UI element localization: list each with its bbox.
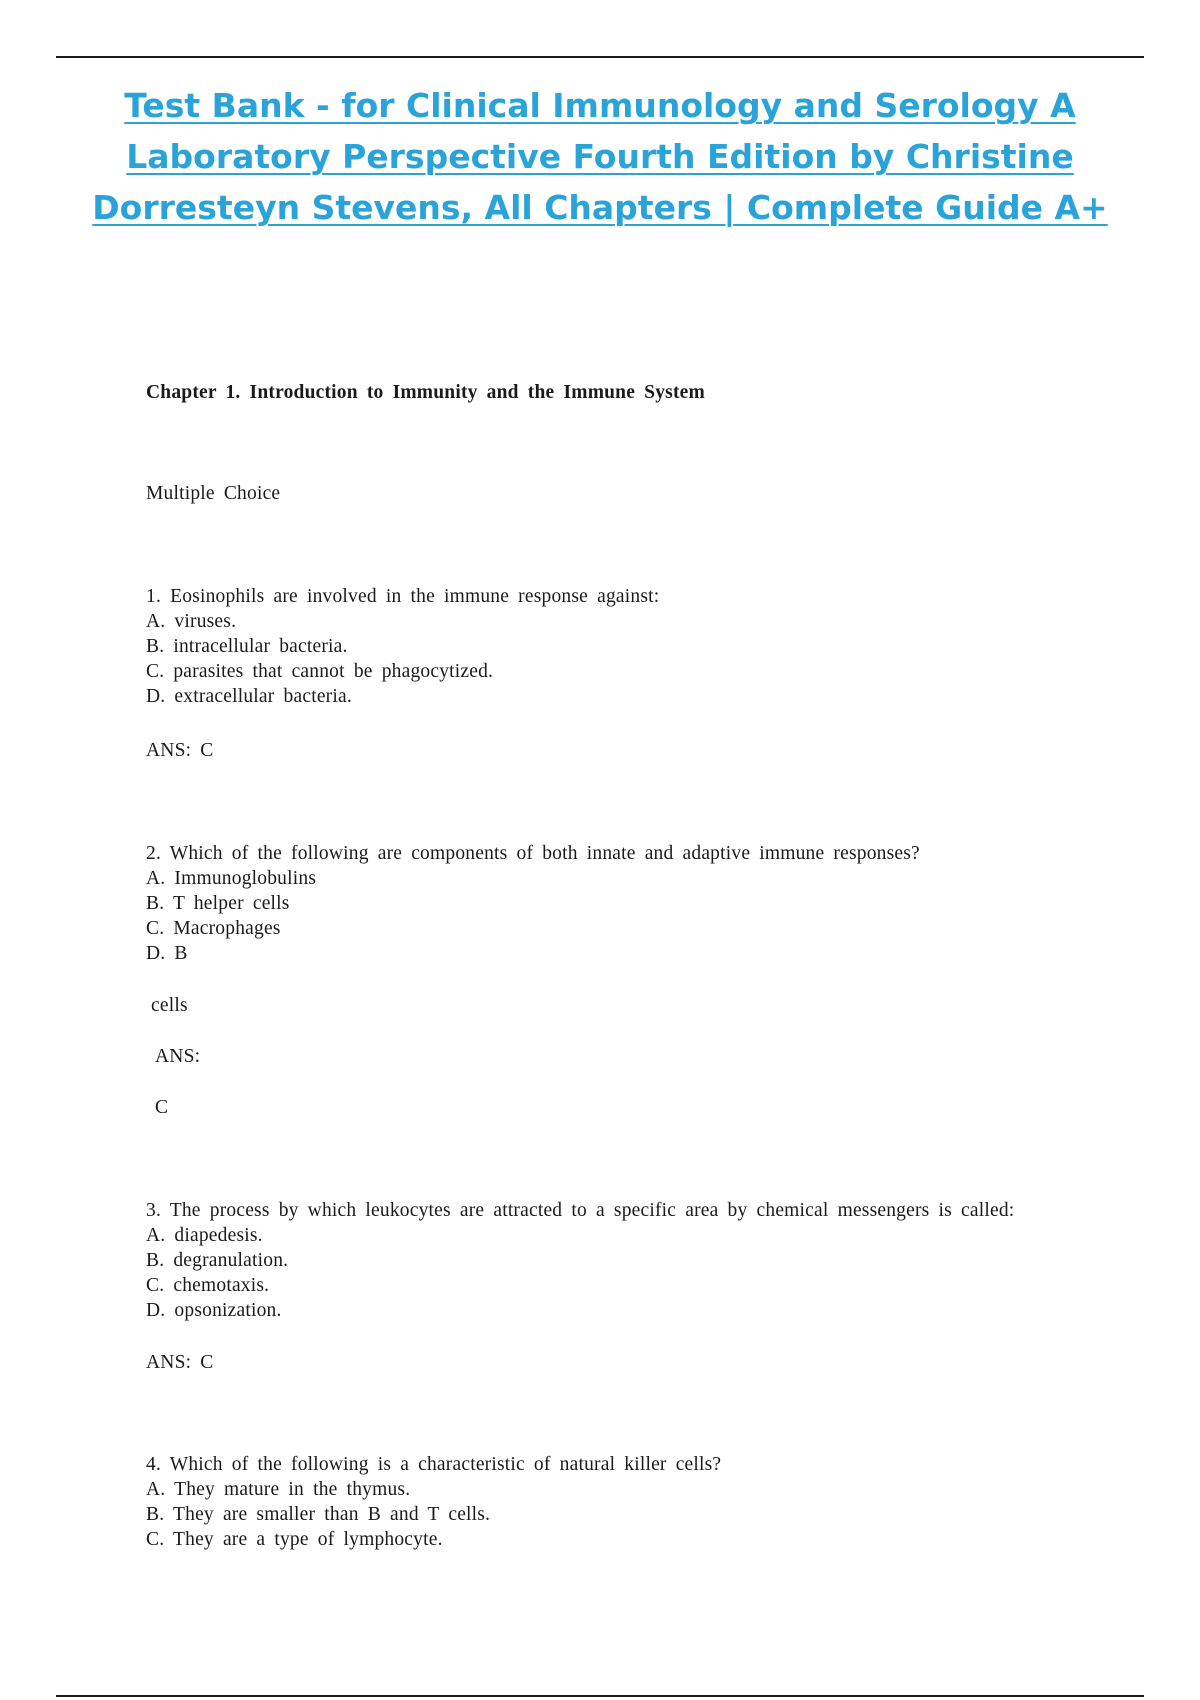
- question-stem: 1. Eosinophils are involved in the immune response against:: [146, 586, 660, 607]
- question-stem: 4. Which of the following is a characteristic of natural killer cells?: [146, 1454, 722, 1475]
- option-c: C. chemotaxis.: [146, 1275, 270, 1296]
- section-heading: Multiple Choice: [146, 483, 281, 504]
- chapter-heading: Chapter 1. Introduction to Immunity and the Immune System: [146, 382, 705, 403]
- option-d: D. extracellular bacteria.: [146, 686, 352, 707]
- option-a: A. They mature in the thymus.: [146, 1479, 411, 1500]
- option-a: A. viruses.: [146, 611, 237, 632]
- bottom-rule: [56, 1695, 1144, 1697]
- option-c: C. Macrophages: [146, 918, 281, 939]
- option-b: B. degranulation.: [146, 1250, 289, 1271]
- answer-2-label: ANS:: [155, 1046, 201, 1067]
- option-b: B. They are smaller than B and T cells.: [146, 1504, 491, 1525]
- top-rule: [56, 56, 1144, 58]
- option-d: D. opsonization.: [146, 1300, 282, 1321]
- option-d: D. B: [146, 943, 188, 964]
- option-a: A. Immunoglobulins: [146, 868, 317, 889]
- option-b: B. T helper cells: [146, 893, 290, 914]
- question-1: [146, 584, 659, 709]
- question-2: [146, 841, 920, 966]
- option-d-continuation: cells: [151, 995, 188, 1016]
- question-stem: 2. Which of the following are components of both innate and adaptive immune responses?: [146, 843, 920, 864]
- option-b: B. intracellular bacteria.: [146, 636, 348, 657]
- question-4: [146, 1452, 721, 1552]
- answer-1: ANS: C: [146, 740, 214, 761]
- option-c: C. They are a type of lymphocyte.: [146, 1529, 443, 1550]
- question-3: [146, 1198, 1014, 1323]
- option-a: A. diapedesis.: [146, 1225, 263, 1246]
- document-title: [40, 80, 1160, 233]
- option-c: C. parasites that cannot be phagocytized.: [146, 661, 494, 682]
- answer-2-value: C: [155, 1097, 169, 1118]
- title-link[interactable]: Test Bank - for Clinical Immunology and Serology A Laboratory Perspective Fourth Edition by Christine Dorresteyn Stevens, All Chapters | Complete Guide A+: [92, 86, 1108, 227]
- answer-3: ANS: C: [146, 1352, 214, 1373]
- question-stem: 3. The process by which leukocytes are attracted to a specific area by chemical messengers is called:: [146, 1200, 1015, 1221]
